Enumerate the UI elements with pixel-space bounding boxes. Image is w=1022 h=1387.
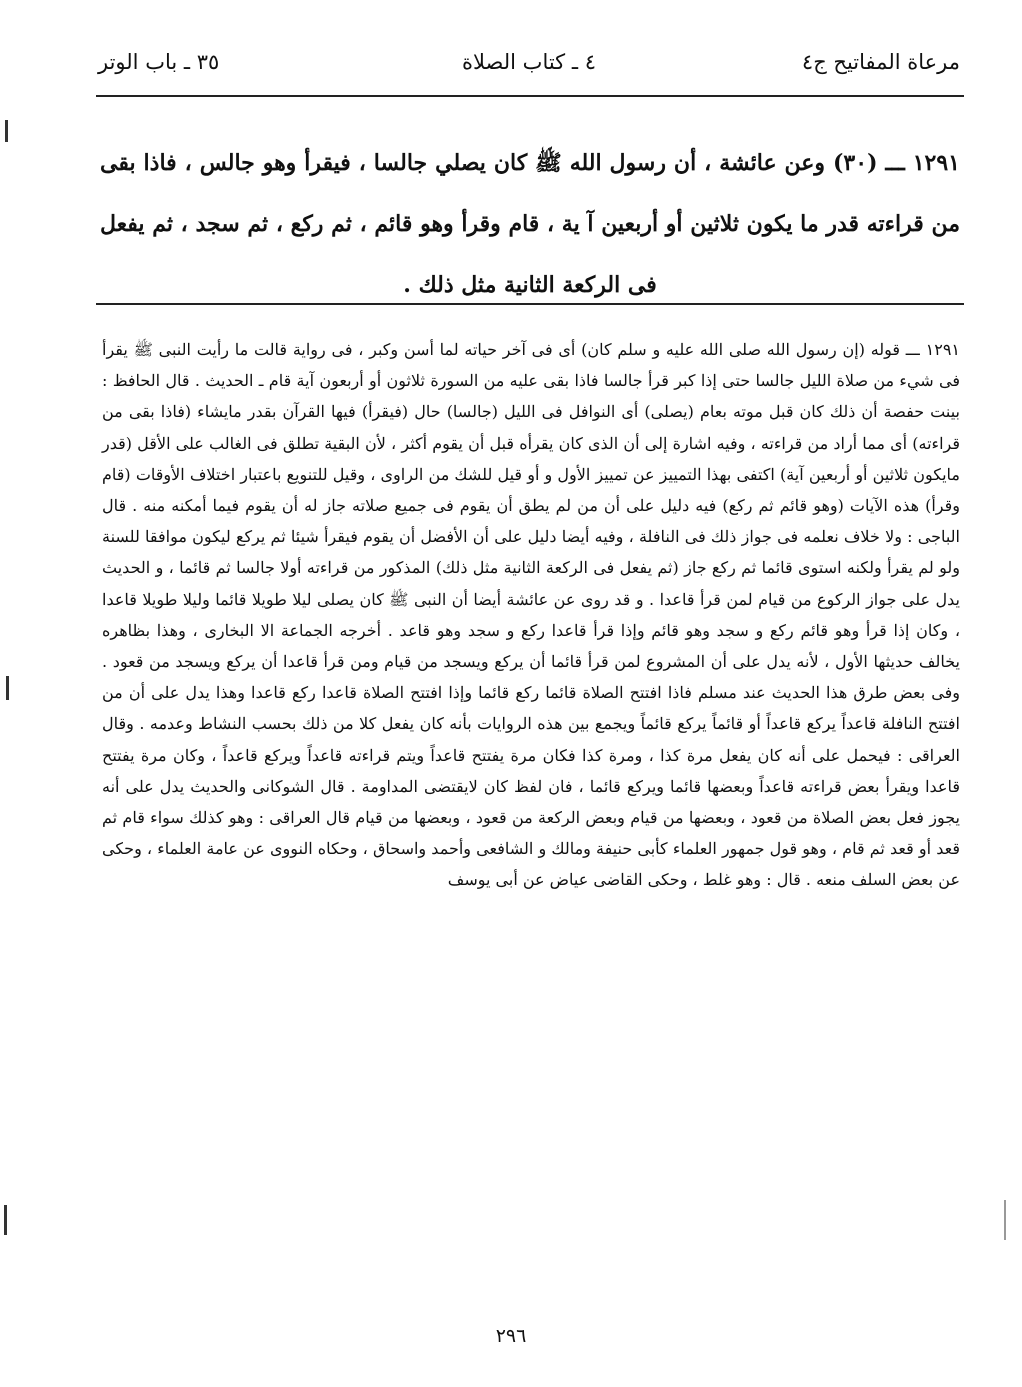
commentary-body	[102, 334, 960, 896]
scan-mark	[1004, 1200, 1006, 1240]
header-divider	[96, 95, 964, 97]
header-chapter-title: ٤ ـ كتاب الصلاة	[462, 50, 596, 74]
hadith-text: ١٢٩١ ـــ (٣٠) وعن عائشة ، أن رسول الله ﷺ كان يصلي جالسا ، فيقرأ وهو جالس ، فاذا بقى من قراءته قدر ما يكون ثلاثين أو أربعين آ ية ، قام وقرأ وهو قائم ، ثم ركع ، ثم سجد ، ثم يفعل فى الركعة الثانية مثل ذلك .	[100, 150, 960, 298]
page-number: ٢٩٦	[495, 1325, 527, 1347]
running-header	[98, 50, 960, 90]
scan-mark	[5, 120, 8, 142]
header-section-title: ٣٥ ـ باب الوتر	[98, 50, 220, 74]
scan-mark	[6, 676, 9, 700]
section-divider	[96, 303, 964, 305]
scan-mark	[4, 1205, 7, 1235]
commentary-paragraph: ١٢٩١ ـــ قوله (إن رسول الله صلى الله عليه و سلم كان) أى فى آخر حياته لما أسن وكبر ، فى رواية قالت ما رأيت النبى ﷺ يقرأ فى شيء من صلاة الليل جالسا حتى إذا كبر قرأ جالسا فاذا بقى عليه من السورة ثلاثون أو أربعون آية قام ـ الحديث . قال الحافظ : بينت حفصة أن ذلك كان قبل موته بعام (يصلى) أى النوافل فى الليل (جالسا) حال (فيقرأ) فيها القرآن بقدر مايشاء (فاذا بقى من قراءته) أى مما أراد من قراءته ، وفيه اشارة إلى أن الذى كان يقرأه قبل أن يقوم أكثر ، لأن البقية تطلق فى الغالب على الأقل (قدر مايكون ثلاثين أو أربعين آية) اكتفى بهذا التمييز عن تمييز الأول و أو قيل للشك من الراوى ، وقيل للتنويع باعتبار اختلاف الأوقات (قام وقرأ) هذه الآيات (وهو قائم ثم ركع) فيه دليل على أن من لم يطق أن يقوم فى جميع صلاته جاز له أن يقوم فيما أمكنه منه . قال الباجى : ولا خلاف نعلمه فى جواز ذلك فى النافلة ، وفيه أيضا دليل على أن الأفضل أن يقوم فيقرأ شيئا ثم يركع ليكون موافقا للسنة ولو لم يقرأ ولكنه استوى قائما ثم ركع جاز (ثم يفعل فى الركعة الثانية مثل ذلك) المذكور من قراءته أولا جالسا ثم قائما ، و الحديث يدل على جواز الركوع من قيام لمن قرأ قاعدا . و قد روى عن عائشة أيضا أن النبى ﷺ كان يصلى ليلا طويلا قائما وليلا طويلا قاعدا ، وكان إذا قرأ وهو قائم ركع و سجد وهو قائم وإذا قرأ قاعدا ركع و سجد وهو قاعد . أخرجه الجماعة الا البخارى ، وهذا بظاهره يخالف حديثها الأول ، لأنه يدل على أن المشروع لمن قرأ قائما أن يركع ويسجد من قيام ومن قرأ قاعدا أن يركع ويسجد من قعود . وفى بعض طرق هذا الحديث عند مسلم فاذا افتتح الصلاة قائما ركع قائما وإذا افتتح الصلاة قاعدا ركع قاعدا وهذا يدل على أن من افتتح النافلة قاعداً يركع قاعداً أو قائماً يركع قائماً ويجمع بين هذه الروايات بأنه كان يفعل كلا من ذلك بحسب النشاط وعدمه . وقال العراقى : فيحمل على أنه كان يفعل مرة كذا ، ومرة كذا فكان مرة يفتتح قاعداً ويتم قراءته قاعداً ويركع قاعداً ، وكان مرة يفتتح قاعدا ويقرأ بعض قراءته قاعداً وبعضها قائما ويركع قائما ، فان لفظ كان لايقتضى المداومة . قال الشوكانى والحديث يدل على أنه يجوز فعل بعض الصلاة من قعود ، وبعضها من قيام وبعض الركعة من قعود ، وبعضها من قيام قال العراقى : وهو كذلك سواء قام ثم قعد أو قعد ثم قام ، وهو قول جمهور العلماء كأبى حنيفة ومالك و الشافعى وأحمد واسحاق ، وحكاه النووى عن عامة العلماء ، وحكى عن بعض السلف منعه . قال : وهو غلط ، وحكى القاضى عياض عن أبى يوسف	[102, 340, 961, 890]
header-book-title: مرعاة المفاتيح ج٤	[801, 50, 960, 74]
